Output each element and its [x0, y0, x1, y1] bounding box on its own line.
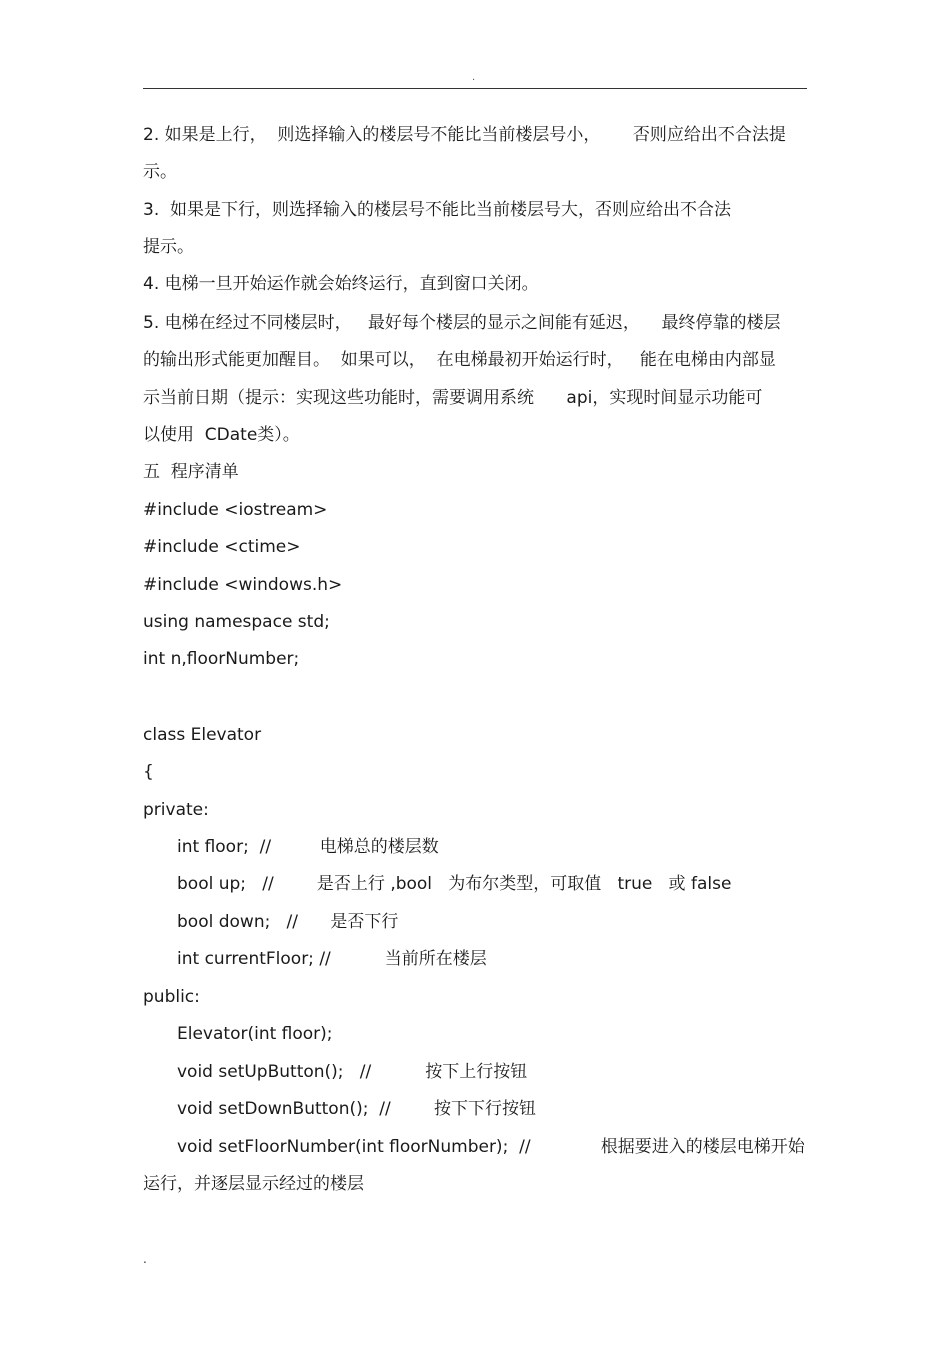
text-line: 5. 电梯在经过不同楼层时， 最好每个楼层的显示之间能有延迟， 最终停靠的楼层 — [143, 313, 781, 333]
code-line: int n,floorNumber; — [143, 649, 300, 669]
code-line: int currentFloor; // 当前所在楼层 — [177, 949, 487, 969]
code-line: void setFloorNumber(int floorNumber); // 根据要进入的楼层电梯开始 — [177, 1137, 805, 1157]
text-line: 提示。 — [143, 237, 194, 257]
code-line: void setUpButton(); // 按下上行按钮 — [177, 1062, 528, 1082]
text-line: 示当前日期（提示：实现这些功能时，需要调用系统 api，实现时间显示功能可 — [143, 388, 763, 408]
header-rule — [143, 88, 807, 89]
code-line: using namespace std; — [143, 612, 330, 632]
code-line: Elevator(int floor); — [177, 1024, 333, 1044]
text-line: 4. 电梯一旦开始运作就会始终运行，直到窗口关闭。 — [143, 274, 539, 294]
text-line: 3. 如果是下行，则选择输入的楼层号不能比当前楼层号大，否则应给出不合法 — [143, 200, 732, 220]
text-line: 示。 — [143, 162, 177, 182]
code-line: private: — [143, 800, 209, 820]
code-line: #include <iostream> — [143, 500, 328, 520]
code-line: 运行，并逐层显示经过的楼层 — [143, 1174, 364, 1194]
text-line: 以使用 CDate类）。 — [143, 425, 300, 445]
code-line: { — [143, 762, 154, 782]
code-line: public: — [143, 987, 200, 1007]
code-line: #include <windows.h> — [143, 575, 343, 595]
code-line: bool down; // 是否下行 — [177, 912, 399, 932]
code-line: bool up; // 是否上行 ,bool 为布尔类型，可取值 true 或 false — [177, 874, 732, 894]
code-line: int floor; // 电梯总的楼层数 — [177, 837, 439, 857]
footer-mark: . — [143, 1252, 147, 1266]
code-line: #include <ctime> — [143, 537, 301, 557]
text-line: 2. 如果是上行， 则选择输入的楼层号不能比当前楼层号小， 否则应给出不合法提 — [143, 125, 786, 145]
section-heading: 五 程序清单 — [143, 462, 239, 482]
code-line: class Elevator — [143, 725, 262, 745]
code-line: void setDownButton(); // 按下下行按钮 — [177, 1099, 536, 1119]
text-line: 的输出形式能更加醒目。 如果可以， 在电梯最初开始运行时， 能在电梯由内部显 — [143, 350, 776, 370]
header-mark: . — [472, 72, 476, 83]
